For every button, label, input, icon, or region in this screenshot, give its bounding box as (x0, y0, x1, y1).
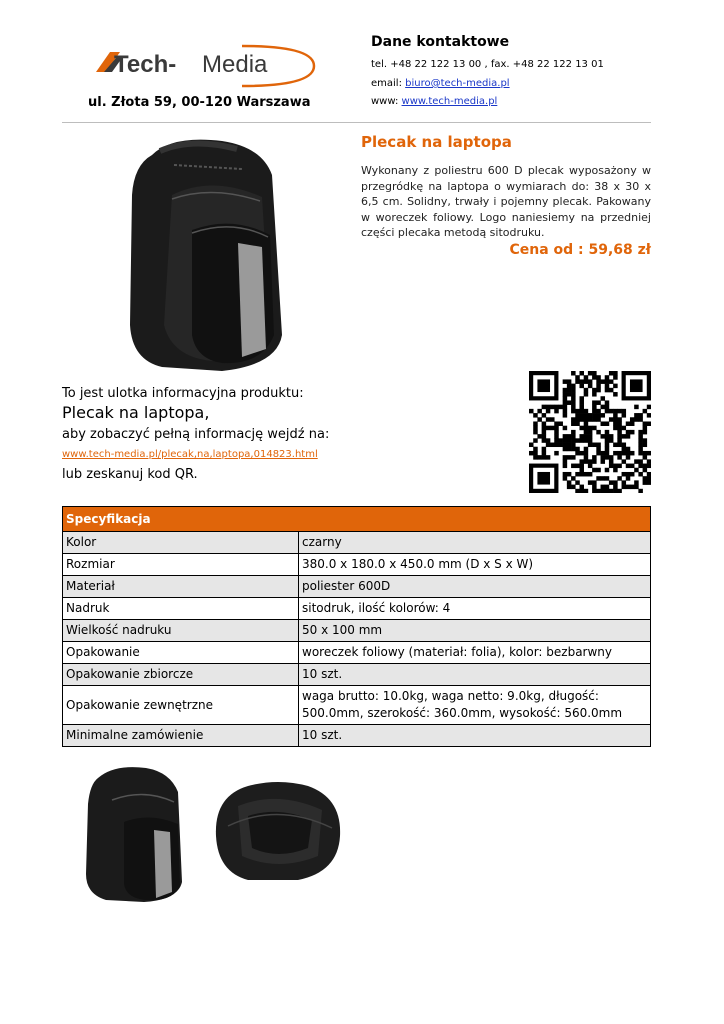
spec-label: Kolor (63, 532, 299, 554)
spec-value: waga brutto: 10.0kg, waga netto: 9.0kg, długość: 500.0mm, szerokość: 360.0mm, wysokość: 560.0mm (299, 686, 651, 725)
company-address: ul. Złota 59, 00-120 Warszawa (88, 95, 311, 110)
table-row (63, 620, 651, 642)
spec-value: 50 x 100 mm (299, 620, 651, 642)
table-row (63, 598, 651, 620)
info-product-name: Plecak na laptopa, (62, 403, 210, 422)
www-line (371, 96, 497, 107)
spec-label: Rozmiar (63, 554, 299, 576)
www-link[interactable]: www.tech-media.pl (401, 96, 498, 107)
spec-value: 10 szt. (299, 664, 651, 686)
spec-value: 380.0 x 180.0 x 450.0 mm (D x S x W) (299, 554, 651, 576)
spec-label: Opakowanie zewnętrzne (63, 686, 299, 725)
product-price: Cena od : 59,68 zł (509, 242, 651, 258)
table-row (63, 725, 651, 747)
qr-code[interactable] (529, 371, 651, 493)
spec-label: Opakowanie (63, 642, 299, 664)
table-row (63, 664, 651, 686)
phone-fax-line: tel. +48 22 122 13 00 , fax. +48 22 122 13 01 (371, 59, 604, 70)
table-row (63, 554, 651, 576)
info-visit: aby zobaczyć pełną informację wejdź na: (62, 427, 330, 442)
tech-media-logo (92, 42, 318, 90)
spec-label: Nadruk (63, 598, 299, 620)
www-label: www: (371, 96, 402, 107)
specification-table (62, 506, 651, 747)
thumbnail-backpack-open (208, 776, 348, 886)
product-image-backpack (112, 135, 302, 375)
email-line (371, 78, 510, 89)
table-row (63, 686, 651, 725)
spec-label: Materiał (63, 576, 299, 598)
spec-label: Wielkość nadruku (63, 620, 299, 642)
product-description: Wykonany z poliestru 600 D plecak wyposażony w przegródkę na laptopa o wymiarach do: 38 x 30 x 6,5 cm. Solidny, trwały i pojemny plecak. Pakowany w woreczek foliowy. Logo naniesiemy na przedniej części plecaka metodą sitodruku. (361, 164, 651, 239)
spec-value: woreczek foliowy (materiał: folia), kolor: bezbarwny (299, 642, 651, 664)
table-row (63, 642, 651, 664)
email-link[interactable]: biuro@tech-media.pl (405, 78, 510, 89)
table-row (63, 532, 651, 554)
spec-value: poliester 600D (299, 576, 651, 598)
thumbnail-backpack-front (74, 764, 194, 904)
spec-value: 10 szt. (299, 725, 651, 747)
spec-value: czarny (299, 532, 651, 554)
contact-title: Dane kontaktowe (371, 34, 510, 50)
spec-value: sitodruk, ilość kolorów: 4 (299, 598, 651, 620)
spec-label: Minimalne zamówienie (63, 725, 299, 747)
logo-text-media: Media (202, 51, 268, 78)
spec-header: Specyfikacja (63, 507, 651, 532)
table-row (63, 576, 651, 598)
logo-text-tech: Tech- (114, 51, 177, 78)
spec-label: Opakowanie zbiorcze (63, 664, 299, 686)
header-divider (62, 122, 651, 123)
product-url-link[interactable]: www.tech-media.pl/plecak,na,laptopa,014823.html (62, 449, 318, 460)
email-label: email: (371, 78, 406, 89)
product-title: Plecak na laptopa (361, 133, 512, 151)
info-scan-qr: lub zeskanuj kod QR. (62, 467, 198, 482)
info-intro: To jest ulotka informacyjna produktu: (62, 386, 304, 401)
